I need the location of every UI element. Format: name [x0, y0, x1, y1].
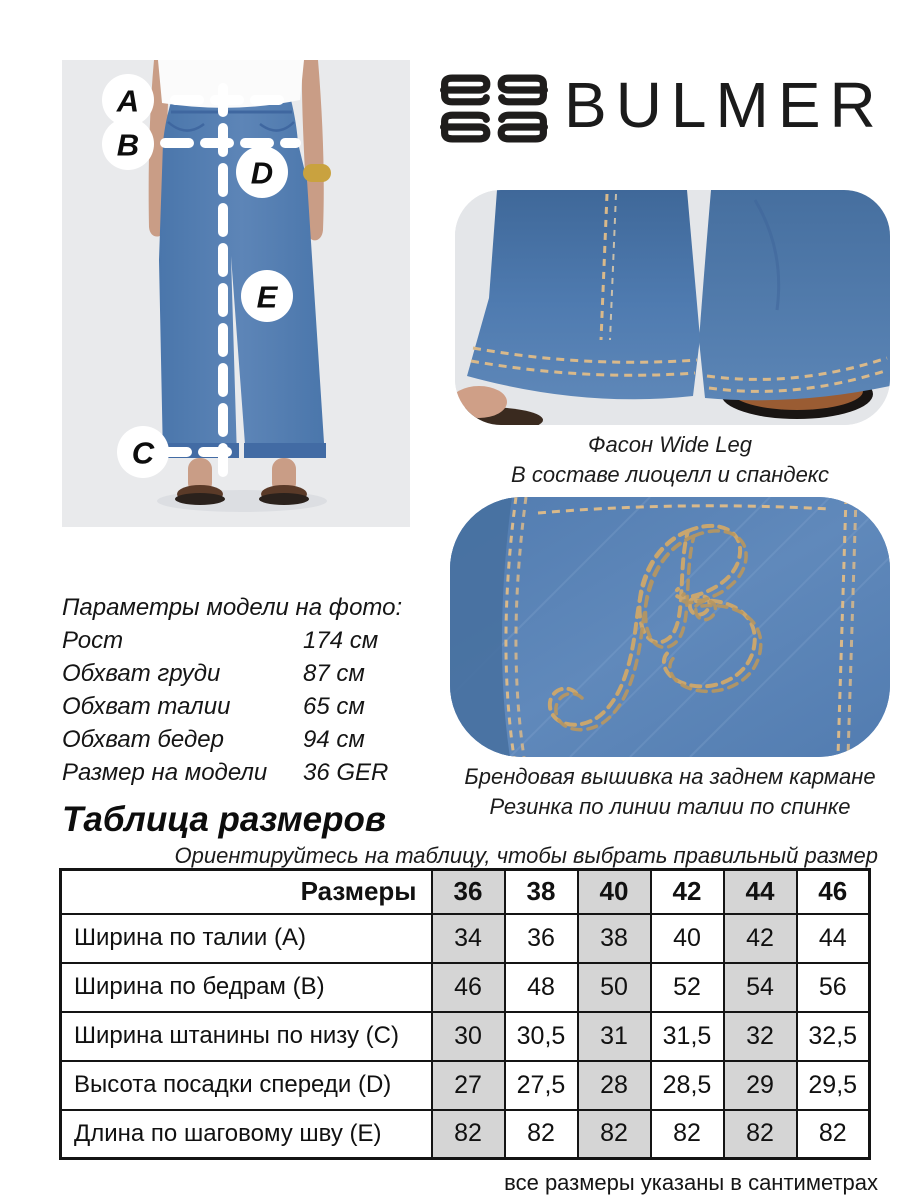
size-cell: 36: [505, 914, 578, 963]
table-row: [61, 1061, 870, 1110]
bulmer-monogram-icon: [440, 74, 548, 143]
size-cell: 82: [432, 1110, 505, 1159]
param-label: Обхват талии: [62, 693, 231, 720]
marker-e: [241, 270, 293, 322]
size-col-header: 38: [505, 870, 578, 914]
size-cell: 82: [724, 1110, 797, 1159]
size-cell: 48: [505, 963, 578, 1012]
hem-illustration: [455, 190, 890, 425]
size-cell: 31: [578, 1012, 651, 1061]
size-cell: 56: [797, 963, 870, 1012]
pocket-note-line2: Резинка по линии талии по спинке: [489, 794, 851, 819]
param-label: Обхват бедер: [62, 726, 224, 753]
model-param-row: [62, 690, 432, 723]
size-table: [59, 868, 871, 1160]
size-cell: 27,5: [505, 1061, 578, 1110]
size-table-subtitle: Ориентируйтесь на таблицу, чтобы выбрать правильный размер: [174, 843, 878, 868]
marker-e-label: E: [256, 279, 278, 315]
size-cell: 52: [651, 963, 724, 1012]
size-cell: 27: [432, 1061, 505, 1110]
pocket-note: [440, 762, 900, 822]
size-cell: 44: [797, 914, 870, 963]
marker-b: [102, 118, 154, 170]
model-param-row: [62, 756, 432, 789]
size-cell: 30,5: [505, 1012, 578, 1061]
size-cell: 42: [724, 914, 797, 963]
model-params: [62, 591, 432, 789]
param-value: 174 см: [303, 627, 379, 654]
size-cell: 54: [724, 963, 797, 1012]
row-label: Ширина по талии (A): [61, 914, 432, 963]
size-cell: 29: [724, 1061, 797, 1110]
size-cell: 40: [651, 914, 724, 963]
size-cell: 38: [578, 914, 651, 963]
right-pant-leg: [699, 190, 890, 400]
size-col-header: 42: [651, 870, 724, 914]
row-label: Длина по шаговому шву (E): [61, 1110, 432, 1159]
pocket-detail-photo: [450, 497, 890, 757]
marker-c-label: C: [131, 435, 155, 471]
size-cell: 31,5: [651, 1012, 724, 1061]
table-row: [61, 963, 870, 1012]
sizes-header-label: Размеры: [61, 870, 432, 914]
size-cell: 82: [578, 1110, 651, 1159]
units-note: все размеры указаны в сантиметрах: [504, 1170, 878, 1195]
pocket-note-line1: Брендовая вышивка на заднем кармане: [464, 764, 876, 789]
model-figure-illustration: [62, 60, 410, 527]
param-value: 65 см: [303, 693, 365, 720]
param-label: Размер на модели: [62, 759, 268, 786]
param-value: 94 см: [303, 726, 365, 753]
marker-a-label: A: [116, 83, 140, 119]
model-param-row: [62, 624, 432, 657]
marker-c: [117, 426, 169, 478]
size-cell: 32,5: [797, 1012, 870, 1061]
model-param-row: [62, 723, 432, 756]
size-cell: 46: [432, 963, 505, 1012]
model-params-title: Параметры модели на фото:: [62, 594, 403, 621]
fabric-note-line1: Фасон Wide Leg: [588, 432, 752, 457]
size-cell: 82: [797, 1110, 870, 1159]
gold-bracelet: [303, 164, 331, 182]
fabric-note-line2: В составе лиоцелл и спандекс: [511, 462, 829, 487]
size-col-header: 40: [578, 870, 651, 914]
brand-name: BULMER: [564, 69, 885, 141]
row-label: Высота посадки спереди (D): [61, 1061, 432, 1110]
size-cell: 82: [505, 1110, 578, 1159]
marker-d-label: D: [250, 155, 274, 191]
model-measure-photo: [62, 60, 410, 527]
row-label: Ширина штанины по низу (C): [61, 1012, 432, 1061]
param-value: 36 GER: [303, 759, 389, 786]
size-cell: 30: [432, 1012, 505, 1061]
size-cell: 29,5: [797, 1061, 870, 1110]
size-cell: 28,5: [651, 1061, 724, 1110]
param-label: Обхват груди: [62, 660, 221, 687]
fabric-note: [440, 430, 900, 490]
pocket-illustration: [450, 497, 890, 757]
table-row: [61, 914, 870, 963]
size-cell: 82: [651, 1110, 724, 1159]
brand-logo: [440, 69, 885, 143]
size-table-header-row: [61, 870, 870, 914]
hem-detail-photo: [455, 190, 890, 425]
left-pant-leg: [467, 190, 700, 399]
size-cell: 50: [578, 963, 651, 1012]
marker-b-label: B: [116, 127, 140, 163]
size-col-header: 36: [432, 870, 505, 914]
size-col-header: 44: [724, 870, 797, 914]
param-value: 87 см: [303, 660, 365, 687]
size-cell: 28: [578, 1061, 651, 1110]
row-label: Ширина по бедрам (B): [61, 963, 432, 1012]
model-param-row: [62, 657, 432, 690]
table-row: [61, 1012, 870, 1061]
size-cell: 32: [724, 1012, 797, 1061]
param-label: Рост: [62, 627, 124, 654]
table-row: [61, 1110, 870, 1159]
marker-d: [236, 146, 288, 198]
size-table-title: Таблица размеров: [62, 800, 387, 839]
size-cell: 34: [432, 914, 505, 963]
size-col-header: 46: [797, 870, 870, 914]
